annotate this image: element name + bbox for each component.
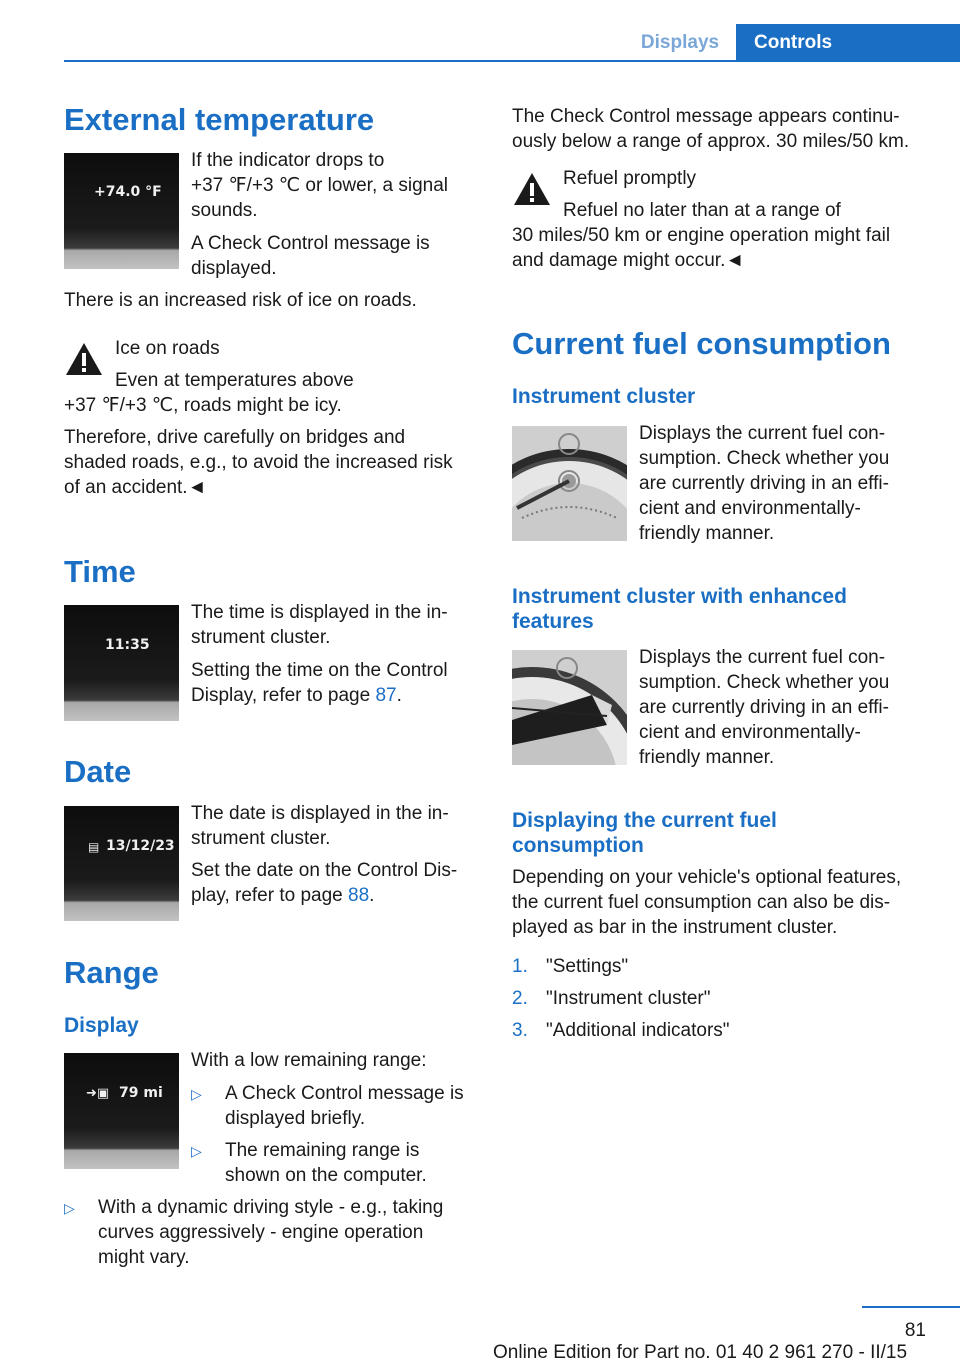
time-para-1: The time is displayed in the in- strument cluster. [191, 602, 448, 648]
ext-temp-para-4: Therefore, drive carefully on bridges and shaded roads, e.g., to avoid the increased risk of an accident.◄ [64, 427, 453, 498]
subheading-display: Display [64, 1014, 139, 1037]
header-rule [64, 60, 960, 62]
warning-ice-text-1: Even at temperatures above [115, 370, 354, 391]
page-link-87[interactable]: 87 [375, 685, 397, 706]
temperature-readout: +74.0 °F [94, 184, 162, 200]
step-instrument-cluster: "Instrument cluster" [546, 988, 711, 1009]
subheading-enhanced-cluster: Instrument cluster with enhanced features [512, 585, 847, 633]
right-para-1: The Check Control message appears continu- ously below a range of approx. 30 miles/50 km. [512, 106, 910, 152]
step-number: 2. [512, 988, 528, 1009]
step-additional-indicators: "Additional indicators" [546, 1020, 730, 1041]
calendar-icon: ▤ [88, 840, 100, 854]
warning-ice-text-2: +37 ℉/+3 ℃, roads might be icy. [64, 395, 342, 416]
enhanced-fuel-gauge-image [512, 650, 627, 765]
ext-temp-para-3: There is an increased risk of ice on roads. [64, 290, 417, 311]
warning-refuel-text-2: 30 miles/50 km or engine operation might fail and damage might occur.◄ [512, 225, 891, 271]
time-readout: 11:35 [105, 637, 150, 653]
date-readout: 13/12/23 [106, 838, 175, 854]
heading-date: Date [64, 754, 132, 789]
warning-icon [512, 169, 552, 209]
bullet-icon: ▷ [64, 1200, 75, 1216]
fuel-pump-icon: ➜▣ [86, 1086, 110, 1101]
heading-range: Range [64, 955, 159, 990]
range-readout: 79 mi [119, 1085, 163, 1101]
subheading-instrument-cluster: Instrument cluster [512, 385, 696, 408]
edition-text: Online Edition for Part no. 01 40 2 961 270 - II/15 [493, 1342, 908, 1363]
temperature-display-image [64, 153, 179, 269]
fuel-gauge-image [512, 426, 627, 541]
step-number: 1. [512, 956, 528, 977]
time-display-image [64, 605, 179, 721]
ext-temp-para-2: A Check Control message is displayed. [191, 233, 430, 279]
enhanced-cluster-text: Displays the current fuel con- sumption. Check whether you are currently driving in an effi- cient and environmentally- friendly manner. [639, 647, 890, 768]
footer-rule [862, 1306, 960, 1308]
tab-controls[interactable]: Controls [736, 24, 960, 61]
step-number: 3. [512, 1020, 528, 1041]
warning-icon [64, 339, 104, 379]
subheading-displaying-fuel: Displaying the current fuel consumption [512, 809, 777, 857]
range-bullet-2: The remaining range is shown on the computer. [225, 1140, 427, 1186]
heading-time: Time [64, 554, 136, 589]
warning-refuel-title: Refuel promptly [563, 168, 697, 189]
warning-refuel-text-1: Refuel no later than at a range of [563, 200, 841, 221]
instrument-cluster-text: Displays the current fuel con- sumption. Check whether you are currently driving in an effi- cient and environmentally- friendly manner. [639, 423, 890, 544]
step-settings: "Settings" [546, 956, 629, 977]
page-link-88[interactable]: 88 [348, 885, 370, 906]
warning-ice-title: Ice on roads [115, 338, 220, 359]
range-bullet-1: A Check Control message is displayed briefly. [225, 1083, 464, 1129]
bullet-icon: ▷ [191, 1086, 202, 1102]
page-number: 81 [904, 1320, 926, 1341]
bullet-icon: ▷ [191, 1143, 202, 1159]
tab-displays[interactable]: Displays [640, 32, 720, 53]
date-para-2: Set the date on the Control Dis- play, refer to page 88. [191, 860, 458, 906]
ext-temp-para-1: If the indicator drops to +37 ℉/+3 ℃ or lower, a signal sounds. [191, 150, 449, 221]
range-intro: With a low remaining range: [191, 1050, 427, 1071]
range-display-image [64, 1053, 179, 1169]
heading-external-temperature: External temperature [64, 102, 375, 137]
time-para-2: Setting the time on the Control Display, refer to page 87. [191, 660, 448, 706]
displaying-fuel-text: Depending on your vehicle's optional features, the current fuel consumption can also be dis- played as bar in the instrument cluster. [512, 867, 902, 938]
heading-current-fuel-consumption: Current fuel consumption [512, 326, 891, 361]
range-bullet-3: With a dynamic driving style - e.g., taking curves aggressively - engine operation might vary. [98, 1197, 444, 1268]
date-display-image [64, 806, 179, 921]
date-para-1: The date is displayed in the in- strument cluster. [191, 803, 449, 849]
